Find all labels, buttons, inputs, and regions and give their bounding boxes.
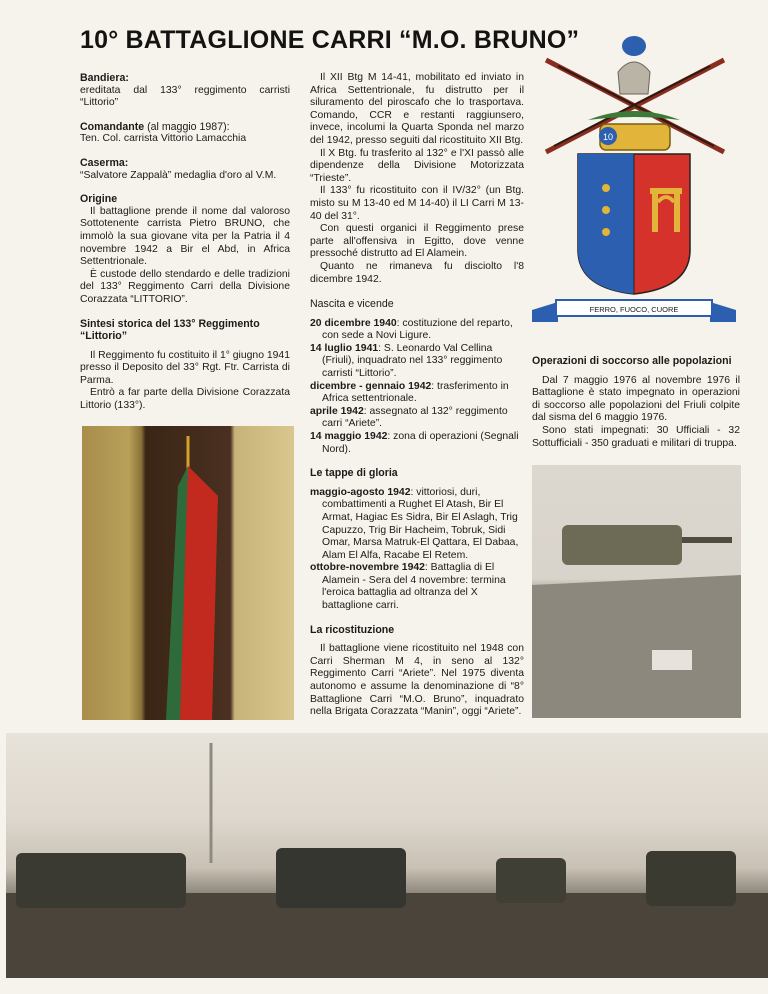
comandante-label: Comandante bbox=[80, 120, 145, 133]
history-paragraph-5: Quanto ne rimaneva fu disciolto l'8 dicembre 1942. bbox=[310, 260, 524, 285]
motto-text: FERRO, FUOCO, CUORE bbox=[589, 305, 679, 314]
origine-paragraph-2: È custode dello stendardo e delle tradizioni del 133° Reggimento Carri della Divisione Corazzata “LITTORIO”. bbox=[80, 268, 290, 305]
sintesi-paragraph-2: Entrò a far parte della Divisione Corazzata Littorio (133°). bbox=[80, 387, 290, 412]
comandante-heading bbox=[80, 121, 290, 134]
ricostituzione-heading: La ricostituzione bbox=[310, 623, 395, 636]
nascita-entry-text: : zona di operazioni (Segnali Nord). bbox=[322, 430, 519, 455]
nascita-entry-text: : trasferimento in Africa settentrionale. bbox=[322, 380, 509, 405]
origine-heading: Origine bbox=[80, 193, 118, 206]
history-paragraph-1: Il XII Btg M 14-41, mobilitato ed inviato in Africa Settentrionale, fu distrutto per il siluramento del piroscafo che lo trasportava. Comando, CCR e restanti raggiunsero, invece, incolumi la Quarta Sponda nel marzo del 1942, presso seguiti dal ricostituito XII Btg. bbox=[310, 72, 524, 146]
caserma-text: “Salvatore Zappalà” medaglia d'oro al V.M. bbox=[80, 169, 277, 181]
bandiera-text: ereditata dal 133° reggimento carristi “Littorio” bbox=[80, 84, 290, 109]
sintesi-heading: Sintesi storica del 133° Reggimento “Littorio” bbox=[80, 317, 260, 343]
caserma-heading: Caserma: bbox=[80, 156, 129, 169]
origine-paragraph-1: Il battaglione prende il nome dal valoroso Sottotenente carrista Pietro BRUNO, che immolò la sua giovane vita per la Patria il 4 novembre 1942 a Bir el Abd, in Africa Settentrionale. bbox=[80, 205, 290, 268]
nascita-entry-text: : costituzione del reparto, con sede a Novi Ligure. bbox=[322, 317, 513, 342]
tappe-entry-date: maggio-agosto 1942 bbox=[310, 486, 411, 498]
badge-number: 10 bbox=[602, 132, 614, 142]
comandante-date: (al maggio 1987): bbox=[144, 120, 230, 133]
column-middle-bottom bbox=[310, 298, 524, 719]
nascita-entry-text: : S. Leonardo Val Cellina (Friuli), inquadrato nel 133° reggimento carristi “Littorio”. bbox=[322, 342, 503, 379]
sintesi-paragraph-1: Il Reggimento fu costituito il 1° giugno 1941 presso il Deposito del 33° Rgt. Ftr. Carrista di Parma. bbox=[80, 349, 290, 386]
tappe-entry-date: ottobre-novembre 1942 bbox=[310, 562, 425, 574]
operazioni-paragraph-1: Dal 7 maggio 1976 al novembre 1976 il Battaglione è stato impegnato in operazioni di soccorso alle popolazioni del Friuli colpite dal sisma del 6 maggio 1976. bbox=[532, 374, 740, 424]
tanks-parade-photo bbox=[6, 733, 768, 978]
nascita-entry bbox=[310, 318, 524, 343]
column-middle-top bbox=[310, 72, 524, 286]
monument-tank-photo bbox=[532, 465, 741, 718]
operazioni-heading: Operazioni di soccorso alle popolazioni bbox=[532, 355, 732, 367]
history-paragraph-4: Con questi organici il Reggimento prese parte all'offensiva in Egitto, dove venne pressoché distrutto ad El Alamein. bbox=[310, 223, 524, 260]
nascita-entry-date: aprile 1942 bbox=[310, 405, 364, 417]
flag-photo bbox=[82, 426, 294, 720]
tappe-entry-text: : Battaglia di El Alamein - Sera del 4 novembre: termina l'eroica battaglia ad oltranza del X battaglione carri. bbox=[322, 562, 506, 612]
page-title: 10° BATTAGLIONE CARRI “M.O. BRUNO” bbox=[80, 26, 580, 54]
operazioni-paragraph-2: Sono stati impegnati: 30 Ufficiali - 32 Sottufficiali - 350 graduati e militari di truppa. bbox=[532, 424, 740, 449]
comandante-text: Ten. Col. carrista Vittorio Lamacchia bbox=[80, 133, 247, 145]
nascita-entry-date: dicembre - gennaio 1942 bbox=[310, 380, 432, 392]
column-left bbox=[80, 72, 290, 413]
history-paragraph-3: Il 133° fu ricostituito con il IV/32° (un Btg. misto su M 13-40 ed M 14-40) il LI Carri M 13-40 del 31°. bbox=[310, 185, 524, 222]
nascita-entry bbox=[310, 343, 524, 381]
coat-of-arms bbox=[528, 32, 740, 322]
nascita-entry bbox=[310, 431, 524, 456]
bandiera-heading: Bandiera: bbox=[80, 72, 129, 84]
tappe-entry bbox=[310, 487, 524, 563]
nascita-entry-text: : assegnato al 132° reggimento carri “Ariete”. bbox=[322, 405, 508, 430]
ricostituzione-text: Il battaglione viene ricostituito nel 1948 con Carri Sherman M 4, in seno al 132° Reggimento Carri “Ariete”. Nel 1975 diventa autonomo e assume la denominazione di “8° Battaglione Carri “M.O. Bruno”, inquadrato nella Brigata Corazzata “Manin”, oggi “Ariete”. bbox=[310, 643, 524, 718]
nascita-heading: Nascita e vicende bbox=[310, 298, 394, 310]
nascita-entry-date: 20 dicembre 1940 bbox=[310, 317, 397, 329]
nascita-entry bbox=[310, 406, 524, 431]
tappe-heading: Le tappe di gloria bbox=[310, 467, 398, 480]
tappe-entry-text: : vittoriosi, duri, combattimenti a Rughet El Atash, Bir El Armat, Hagiac Es Sidra, Bir El Aslagh, Trig Capuzzo, Trig Bir Hacheim, Tobruk, Sidi Omar, Marsa Matruk-El Qattara, El Dabaa, Alam El Alfa, Racabe El Retem. bbox=[322, 486, 519, 561]
nascita-entry bbox=[310, 381, 524, 406]
history-paragraph-2: Il X Btg. fu trasferito al 132° e l'XI passò alle dipendenze della Divisione Motorizzata “Trieste”. bbox=[310, 147, 524, 184]
nascita-entry-date: 14 maggio 1942 bbox=[310, 430, 388, 442]
nascita-entry-date: 14 luglio 1941 bbox=[310, 342, 379, 354]
tappe-entry bbox=[310, 562, 524, 612]
column-right bbox=[532, 355, 740, 450]
